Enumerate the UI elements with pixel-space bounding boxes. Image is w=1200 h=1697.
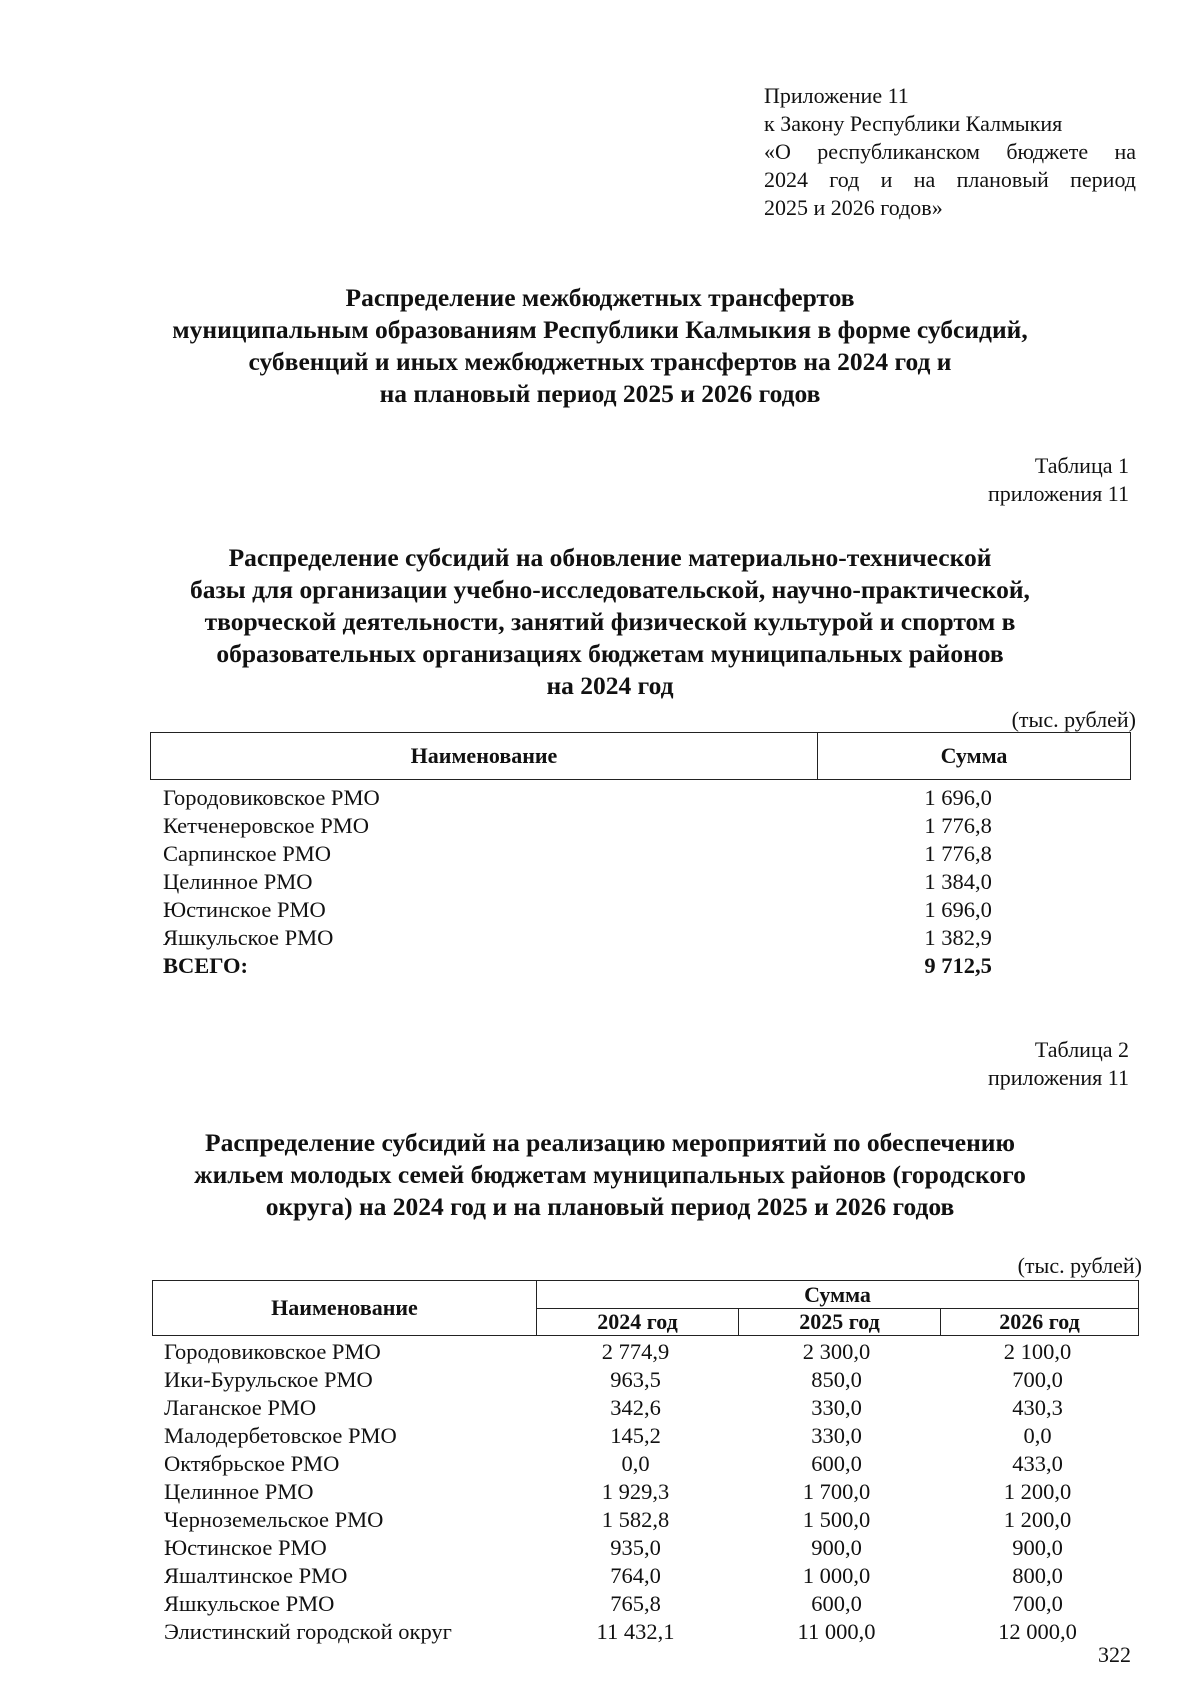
table1-label (988, 452, 1129, 508)
table-row (163, 812, 1023, 840)
table-row (164, 1506, 1139, 1534)
table2-title-line: Распределение субсидий на реализацию мероприятий по обеспечению (205, 1128, 1015, 1157)
table-row (163, 924, 1023, 952)
table1-header-name: Наименование (151, 733, 818, 779)
table-row (164, 1338, 1139, 1366)
row-value-2024: 1 929,3 (601, 1479, 670, 1504)
table2-label (988, 1036, 1129, 1092)
table2-header-years (537, 1309, 1138, 1335)
table2-title-line: жильем молодых семей бюджетам муниципальных районов (городского (194, 1160, 1026, 1189)
appendix-line: «О республиканском бюджете на (764, 139, 1136, 164)
row-value-2026: 1 200,0 (1003, 1507, 1072, 1532)
table1-title-line: Распределение субсидий на обновление материально-технической (228, 543, 992, 572)
row-name: Яшалтинское РМО (164, 1563, 348, 1588)
main-title-line: на плановый период 2025 и 2026 годов (379, 379, 821, 408)
row-value: 1 696,0 (924, 785, 992, 810)
table1-unit: (тыс. рублей) (1011, 707, 1136, 732)
appendix-line: 2024 год и на плановый период (764, 167, 1136, 192)
row-value-2025: 1 700,0 (802, 1479, 871, 1504)
table2-header-sum-group (537, 1281, 1138, 1335)
row-value-2025: 1 500,0 (802, 1507, 871, 1532)
table-row (164, 1422, 1139, 1450)
table1-label-line: Таблица 1 (1034, 453, 1129, 478)
row-value-2026: 900,0 (1012, 1535, 1063, 1560)
row-value: 1 382,9 (924, 925, 992, 950)
table2-header-2024: 2024 год (537, 1309, 739, 1335)
main-title (140, 282, 1060, 410)
table-row (164, 1366, 1139, 1394)
row-value-2025: 600,0 (811, 1591, 862, 1616)
row-value-2026: 433,0 (1012, 1451, 1063, 1476)
row-value: 1 384,0 (924, 869, 992, 894)
table1-body (163, 784, 1023, 980)
table1-title (130, 542, 1090, 702)
table2-header (152, 1280, 1139, 1336)
row-value-2025: 2 300,0 (802, 1339, 871, 1364)
table1-title-line: творческой деятельности, занятий физической культурой и спортом в (204, 607, 1016, 636)
table-row (163, 868, 1023, 896)
table-row (164, 1562, 1139, 1590)
row-name: Сарпинское РМО (163, 841, 332, 866)
row-value-2024: 765,8 (610, 1591, 661, 1616)
table2-unit: (тыс. рублей) (1017, 1253, 1142, 1278)
row-value-2025: 11 000,0 (797, 1619, 876, 1644)
table2-label-line: Таблица 2 (1034, 1037, 1129, 1062)
total-label: ВСЕГО: (163, 953, 249, 978)
row-value-2024: 1 582,8 (601, 1507, 670, 1532)
row-value-2025: 600,0 (811, 1451, 862, 1476)
main-title-line: Распределение межбюджетных трансфертов (345, 283, 855, 312)
row-name: Кетченеровское РМО (163, 813, 369, 838)
row-value-2024: 764,0 (610, 1563, 661, 1588)
table2-header-name: Наименование (153, 1281, 537, 1335)
table2-header-2025: 2025 год (739, 1309, 941, 1335)
table1-header (150, 732, 1131, 780)
table1-label-line: приложения 11 (987, 481, 1129, 506)
row-value-2026: 700,0 (1012, 1591, 1063, 1616)
table1-title-line: образовательных организациях бюджетам муниципальных районов (216, 639, 1004, 668)
row-name: Городовиковское РМО (164, 1339, 381, 1364)
table1-header-sum: Сумма (940, 743, 1008, 768)
main-title-line: муниципальным образованиям Республики Калмыкия в форме субсидий, (172, 315, 1028, 344)
appendix-header (764, 82, 1136, 222)
table-row (164, 1450, 1139, 1478)
row-value-2025: 1 000,0 (802, 1563, 871, 1588)
row-name: Октябрьское РМО (164, 1451, 340, 1476)
row-value-2026: 700,0 (1012, 1367, 1063, 1392)
table2-title-line: округа) на 2024 год и на плановый период 2025 и 2026 годов (265, 1192, 955, 1221)
row-value-2024: 145,2 (610, 1423, 661, 1448)
appendix-line: к Закону Республики Калмыкия (764, 111, 1063, 136)
row-name: Лаганское РМО (164, 1395, 317, 1420)
row-name: Ики-Бурульское РМО (164, 1367, 373, 1392)
row-value-2025: 900,0 (811, 1535, 862, 1560)
table1-total-row (163, 952, 1023, 980)
table-row (163, 896, 1023, 924)
table-row (163, 784, 1023, 812)
row-name: Черноземельское РМО (164, 1507, 384, 1532)
row-name: Юстинское РМО (163, 897, 326, 922)
row-name: Целинное РМО (164, 1479, 314, 1504)
row-value-2026: 1 200,0 (1003, 1479, 1072, 1504)
table-row (164, 1478, 1139, 1506)
table2-label-line: приложения 11 (987, 1065, 1129, 1090)
table2-body (164, 1338, 1139, 1646)
table1-title-line: на 2024 год (546, 671, 674, 700)
appendix-line: Приложение 11 (764, 83, 909, 108)
table2-header-sum: Сумма (537, 1281, 1138, 1309)
row-value-2024: 342,6 (610, 1395, 661, 1420)
table2-header-2026: 2026 год (999, 1309, 1080, 1334)
row-name: Яшкульское РМО (164, 1591, 335, 1616)
table-row (164, 1394, 1139, 1422)
row-value-2026: 0,0 (1023, 1423, 1052, 1448)
row-name: Целинное РМО (163, 869, 313, 894)
row-name: Юстинское РМО (164, 1535, 327, 1560)
row-value: 1 776,8 (924, 841, 992, 866)
row-name: Яшкульское РМО (163, 925, 334, 950)
row-name: Малодербетовское РМО (164, 1423, 397, 1448)
table-row (164, 1590, 1139, 1618)
appendix-line: 2025 и 2026 годов» (764, 195, 943, 220)
row-value: 1 696,0 (924, 897, 992, 922)
row-value-2026: 430,3 (1012, 1395, 1063, 1420)
table1-title-line: базы для организации учебно-исследовательской, научно-практической, (190, 575, 1030, 604)
table-row (163, 840, 1023, 868)
row-value-2026: 800,0 (1012, 1563, 1063, 1588)
row-value-2026: 2 100,0 (1003, 1339, 1072, 1364)
row-value-2024: 935,0 (610, 1535, 661, 1560)
row-value-2024: 963,5 (610, 1367, 661, 1392)
row-value-2025: 330,0 (811, 1395, 862, 1420)
row-value: 1 776,8 (924, 813, 992, 838)
row-value-2025: 330,0 (811, 1423, 862, 1448)
row-name: Городовиковское РМО (163, 785, 380, 810)
row-value-2024: 2 774,9 (601, 1339, 670, 1364)
row-value-2024: 11 432,1 (596, 1619, 675, 1644)
table-row (164, 1534, 1139, 1562)
row-name: Элистинский городской округ (164, 1619, 452, 1644)
table-row (164, 1618, 1139, 1646)
main-title-line: субвенций и иных межбюджетных трансфертов на 2024 год и (248, 347, 952, 376)
total-value: 9 712,5 (924, 953, 992, 978)
row-value-2026: 12 000,0 (998, 1619, 1077, 1644)
table2-title (130, 1127, 1090, 1223)
row-value-2024: 0,0 (621, 1451, 650, 1476)
page-number: 322 (1098, 1642, 1131, 1667)
row-value-2025: 850,0 (811, 1367, 862, 1392)
